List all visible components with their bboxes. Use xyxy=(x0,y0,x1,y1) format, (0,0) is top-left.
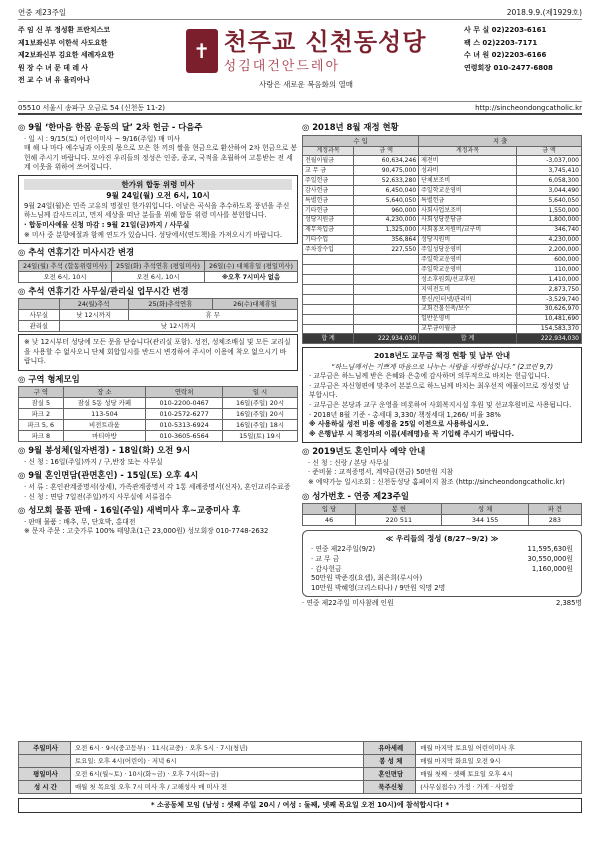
schedule-label: 혼인면담 xyxy=(364,768,416,781)
table-cell: 1,325,000 xyxy=(354,225,419,235)
top-bar xyxy=(18,8,582,20)
table-row xyxy=(303,255,582,265)
table-cell: 5,640,050 xyxy=(516,195,581,205)
table-cell: 주일성당운영비 xyxy=(419,245,517,255)
schedule-label: 주일미사 xyxy=(19,742,71,755)
schedule-label: 봉 성 체 xyxy=(364,755,416,768)
table-cell: 감사헌금 xyxy=(303,186,354,196)
table-row xyxy=(303,245,582,255)
attendance-value: 2,385명 xyxy=(555,599,582,608)
table-cell: 4,230,000 xyxy=(354,215,419,225)
table-cell: 1,410,000 xyxy=(516,275,581,285)
table-cell: 113-504 xyxy=(63,409,146,420)
table-cell: 6,450,040 xyxy=(354,186,419,196)
finance-table xyxy=(302,135,582,345)
table-header: 25(화)추석연휴 xyxy=(128,299,213,310)
table-row xyxy=(19,431,298,442)
table-cell: 관리실 xyxy=(19,321,60,332)
schedule-value: 매월 첫째 · 셋째 토요일 오후 4시 xyxy=(416,768,582,781)
clergy-list xyxy=(18,24,160,101)
table-cell: 010-2200-0467 xyxy=(146,398,223,409)
table-cell xyxy=(354,255,419,265)
schedule-label: 평일미사 xyxy=(19,768,71,781)
tithe-title: 2018년도 교무금 책정 현황 및 납부 안내 xyxy=(374,351,510,361)
table-cell: 주차장수입 xyxy=(303,245,354,255)
table-cell: 성과비 xyxy=(419,166,517,176)
table-cell: 사회홍보지원비/교구비 xyxy=(419,225,517,235)
table-cell: 파크 5, 6 xyxy=(19,420,64,431)
table-cell: 60,634,246 xyxy=(354,156,419,166)
table-row xyxy=(303,166,582,176)
clergy-line: 주 임 신 부 정성환 프란치스코 xyxy=(18,26,110,34)
contact-list xyxy=(452,24,582,101)
table-row xyxy=(303,294,582,304)
table-cell xyxy=(303,324,354,334)
schedule-label xyxy=(19,755,71,768)
tithe-notice xyxy=(302,347,582,443)
table-row xyxy=(19,781,582,794)
memorial-apply: · 합동미사예물 신청 마감 : 9월 21일(금)까지 / 사무실 xyxy=(24,220,190,229)
right-column xyxy=(302,119,582,735)
section-body: · 서 류 : 혼인관계증명서(상세), 가족관계증명서 각 1통 세례증명서(신자), 혼인교리수료증 · 신 청 : 면담 7일전(주일)까지 사무실에 서류접수 xyxy=(24,482,291,501)
schedule-value: 매월 마지막 토요일 어린이미사 후 xyxy=(416,742,582,755)
table-cell: 오전 6시, 10시 xyxy=(19,271,112,282)
section-body: · 신 청 : 16일(주일)까지 / 구,반장 또는 사무실 xyxy=(24,457,163,466)
table-cell: 110,000 xyxy=(516,265,581,275)
table-cell: 4,230,000 xyxy=(516,235,581,245)
table-header: 파 견 xyxy=(528,504,581,515)
schedule-value: (사무실접수) 가정 · 가게 · 사업장 xyxy=(416,781,582,794)
office-note-box xyxy=(18,334,298,371)
table-cell: 통신/인터넷/관리비 xyxy=(419,294,517,304)
table-cell: 1,550,000 xyxy=(516,205,581,215)
table-header: 24(월)추석 xyxy=(59,299,128,310)
church-logo-area xyxy=(160,24,452,101)
table-cell: 교무금이월금 xyxy=(419,324,517,334)
table-cell xyxy=(303,294,354,304)
offering-row: · 교 무 금 30,550,000원 xyxy=(311,554,573,563)
table-cell: 오전 6시, 10시 xyxy=(112,271,205,282)
table-cell: 220 511 xyxy=(356,515,442,526)
table-cell: 346,740 xyxy=(516,225,581,235)
table-cell: 휴 무 xyxy=(128,310,297,321)
offering-title: ≪ 우리들의 정성 (8/27~9/2) ≫ xyxy=(385,534,499,544)
table-cell: 283 xyxy=(528,515,581,526)
offering-row: · 감사헌금 1,160,000원 xyxy=(311,564,573,573)
table-cell: 16일(주일) 18시 xyxy=(223,420,298,431)
table-header: 수 입 xyxy=(303,135,419,146)
table-header: 25일(화) 추석연휴 (평일미사) xyxy=(112,260,205,271)
table-subheader: 금 액 xyxy=(516,146,581,156)
table-cell: 일반운영비 xyxy=(419,314,517,324)
table-cell: 비전트라움 xyxy=(63,420,146,431)
table-cell: 주일학교운영비 xyxy=(419,265,517,275)
section-body: · 신 청 : 신랑 / 본당 사무실 · 준비물 : 교적증명서, 계약금(현금) 50만원 지참 ※ 예약가능 일시조회 : 신천동성당 홈페이지 참조 (http://sincheondongcatholic.kr) xyxy=(308,458,565,486)
table-cell: 제전비 xyxy=(419,156,517,166)
table-row xyxy=(303,215,582,225)
schedule-value: 매월 첫 목요일 오후 7시 미사 후 / 고해성사 매 미사 전 xyxy=(71,781,364,794)
contact-line: 팩 스 02)2203-7171 xyxy=(464,38,538,47)
table-cell: 특별헌금 xyxy=(419,195,517,205)
total-label: 합 계 xyxy=(419,334,517,344)
tithe-stat: · 2018년 8월 기준 - 총세대 3,330/ 책정세대 1,266/ 비율 38% xyxy=(309,410,501,419)
table-cell: 파크 2 xyxy=(19,409,64,420)
table-cell xyxy=(303,284,354,294)
table-cell: 주일학교운영비 xyxy=(419,255,517,265)
section-title: ◎ 9월 봉성체(일자변경) - 18일(화) 오전 9시 xyxy=(18,445,191,456)
table-header: 일 시 xyxy=(223,387,298,398)
schedule-label: 묵주신청 xyxy=(364,781,416,794)
table-row xyxy=(303,235,582,245)
office-hours-table xyxy=(18,298,298,332)
section-title: ◎ 추석 연휴기간 사무실/관리실 업무시간 변경 xyxy=(18,285,189,296)
table-cell xyxy=(303,314,354,324)
table-cell: 교회건물신축/보수 xyxy=(419,304,517,314)
table-row xyxy=(19,755,582,768)
table-header: 장 소 xyxy=(63,387,146,398)
table-header: 지 출 xyxy=(419,135,582,146)
table-cell: 344 155 xyxy=(442,515,528,526)
table-header: 봉 헌 xyxy=(356,504,442,515)
table-cell xyxy=(354,324,419,334)
table-row xyxy=(303,304,582,314)
section-body: · 일 시 : 9/15(토) 어린이미사 ~ 9/16(주일) 매 미사 매 해 나 마다 예수님과 이웃의 몫으로 모은 한 끼의 쌀을 현금으로 환산하여 2차 헌금으로 봉헌해 주시기 바랍니다. 모아진 우리들의 정성은 인종, 종교, 국적을 초월하여 고통받는 전 세계 이웃을 위하여 쓰여집니다. xyxy=(24,134,298,172)
table-cell: 90,475,000 xyxy=(354,166,419,176)
table-cell xyxy=(354,265,419,275)
table-cell: 1,800,000 xyxy=(516,215,581,225)
schedule-value: 오전 6시 · 9시(중고등부) · 11시(교중) · 오후 5시 · 7시(청년) xyxy=(71,742,364,755)
table-row xyxy=(303,275,582,285)
issue-week: 연중 제23주일 xyxy=(18,8,67,17)
issue-date: 2018.9.9.(제1929호) xyxy=(506,8,582,17)
table-cell: 기타수입 xyxy=(303,235,354,245)
table-row xyxy=(303,324,582,334)
table-cell: ※오후 7시미사 없음 xyxy=(205,271,298,282)
office-note: ※ 낮 12시부터 성당에 모든 문을 닫습니다(관리실 포함). 성전, 성체조배실 및 모든 교리실을 사용할 수 없사오니 단체 회합일시를 반드시 변경하여 주시어 이용에 착오 없으시기 바랍니다. xyxy=(24,338,291,366)
table-cell: 30,626,970 xyxy=(516,304,581,314)
table-header: 연락처 xyxy=(146,387,223,398)
table-cell: 46 xyxy=(303,515,356,526)
clergy-line: 전 교 수 녀 유 율리아나 xyxy=(18,76,90,85)
district-meeting-table xyxy=(18,386,298,442)
tithe-item: · 교무금은 본당과 교구 운영을 비롯하여 사회복지시설 후원 및 선교후원비로 사용됩니다. xyxy=(309,400,572,409)
table-row xyxy=(19,409,298,420)
table-cell: 주일학교운영비 xyxy=(419,186,517,196)
total-value: 222,934,030 xyxy=(354,334,419,344)
table-row xyxy=(303,284,582,294)
table-cell: 재무차입금 xyxy=(303,225,354,235)
website-link[interactable]: http://sincheondongcatholic.kr xyxy=(475,104,582,112)
table-header: 24일(월) 추석 (합동위령미사) xyxy=(19,260,112,271)
table-cell: 낮 12시까지 xyxy=(59,321,297,332)
table-cell: 3,044,490 xyxy=(516,186,581,196)
table-cell xyxy=(354,314,419,324)
table-cell xyxy=(354,304,419,314)
footer-notice: * 소공동체 모임 (남성 : 셋째 주일 20시 / 여성 : 둘째, 넷째 목요일 오전 10시)에 참석합시다! * xyxy=(18,798,582,813)
table-cell: 주일헌금 xyxy=(303,176,354,186)
hymn-table xyxy=(302,503,582,526)
table-row xyxy=(303,176,582,186)
section-title: ◎ 9월 ‘한마음 한몸 운동의 달’ 2차 헌금 - 다음주 xyxy=(18,122,203,132)
contact-line: 사 무 실 02)2203-6161 xyxy=(464,26,547,34)
table-cell: 교 무 금 xyxy=(303,166,354,176)
table-header: 구 역 xyxy=(19,387,64,398)
table-cell: 960,000 xyxy=(354,205,419,215)
offering-box xyxy=(302,530,582,597)
section-title: ◎ 2019년도 혼인미사 예약 안내 xyxy=(302,446,426,457)
contact-line: 수 녀 원 02)2203-6166 xyxy=(464,51,547,60)
holiday-mass-table xyxy=(18,260,298,283)
table-row xyxy=(19,420,298,431)
table-cell: 지역전도비 xyxy=(419,284,517,294)
offering-row: 50만원 박준경(요셉), 최은희(루시아) xyxy=(311,574,423,583)
table-cell: 10,481,690 xyxy=(516,314,581,324)
section-title: ◎ 2018년 8월 재정 현황 xyxy=(302,122,399,132)
table-cell: 600,000 xyxy=(516,255,581,265)
table-cell: 356,864 xyxy=(354,235,419,245)
table-row xyxy=(303,314,582,324)
table-cell: 010-2572-6277 xyxy=(146,409,223,420)
schedule-label: 성 시 간 xyxy=(19,781,71,794)
table-cell: 사회성당분담금 xyxy=(419,215,517,225)
tithe-item: · 교무금은 자신형편에 맞추어 본분으로 하느님께 바치는 최우선적 예물이므로 정성껏 납부합시다. xyxy=(309,381,570,400)
section-body: · 판매 물품 : 배추, 무, 단호박, 홍대전 ※ 문자 주문 : 고춧가루 100% 태양초(1근 23,000원) 성모회장 010-7748-2632 xyxy=(24,517,269,536)
table-cell: 6,058,300 xyxy=(516,176,581,186)
table-cell xyxy=(303,265,354,275)
table-row xyxy=(19,398,298,409)
church-emblem-icon: ✝ xyxy=(186,29,218,73)
clergy-line: 제2보좌신부 김요한 세례자요한 xyxy=(18,51,115,60)
table-row xyxy=(303,195,582,205)
table-cell: 파크 8 xyxy=(19,431,64,442)
mass-schedule-table xyxy=(18,741,582,794)
memorial-note: ※ 미사 중 분향예절과 함께 연도가 있습니다. 성당에서(연도책)을 가져오시기 바랍니다. xyxy=(24,230,282,239)
address: 05510 서울시 송파구 오금로 54 (신천동 11-2) xyxy=(18,104,166,112)
table-cell: 낮 12시까지 xyxy=(59,310,128,321)
table-row xyxy=(303,156,582,166)
masthead xyxy=(18,20,582,102)
table-cell: -3,529,740 xyxy=(516,294,581,304)
church-motto: 사랑은 새로운 복음화의 열매 xyxy=(258,80,354,90)
clergy-line: 원 장 수 녀 문 데 레 사 xyxy=(18,63,89,72)
table-cell: 성당지원비 xyxy=(419,235,517,245)
clergy-line: 제1보좌신부 이한석 사도요한 xyxy=(18,38,108,47)
table-subheader: 금 액 xyxy=(354,146,419,156)
table-cell: 52,633,280 xyxy=(354,176,419,186)
table-cell: 잠실 5 xyxy=(19,398,64,409)
table-row xyxy=(303,265,582,275)
table-cell: 010-3605-6564 xyxy=(146,431,223,442)
chuseok-memorial-box xyxy=(18,175,298,244)
table-cell: 사무실 xyxy=(19,310,60,321)
chuseok-banner: 한가위 합동 위령 미사 xyxy=(24,179,292,190)
table-cell xyxy=(354,275,419,285)
section-title: ◎ 성모회 물품 판매 - 16일(주일) 새벽미사 후~교중미사 후 xyxy=(18,505,241,516)
table-cell: 사회사업보조비 xyxy=(419,205,517,215)
contact-line: 연령회장 010-2477-6808 xyxy=(464,63,553,72)
table-cell: 전월이월금 xyxy=(303,156,354,166)
section-title: ◎ 성가번호 - 연중 제23주일 xyxy=(302,490,409,501)
table-cell xyxy=(354,294,419,304)
section-title: ◎ 9월 혼인면담(관면혼인) - 15일(토) 오후 4시 xyxy=(18,470,199,481)
schedule-label: 유아세례 xyxy=(364,742,416,755)
table-header: 26(수)대체휴일 xyxy=(213,299,298,310)
memorial-body: 9월 24일(월)은 민족 고유의 명절인 한가위입니다. 이날은 곡식을 추수하도록 풍년을 주신 하느님께 감사드리고, 먼저 세상을 떠난 분들을 위해 합동 위령 미사를 봉헌합니다. xyxy=(24,201,290,220)
table-row xyxy=(303,225,582,235)
table-cell: 16일(주일) 20시 xyxy=(223,398,298,409)
schedule-value: 토요일: 오후 4시(어린이) · 저녁 6시 xyxy=(71,755,364,768)
attendance-label: · 연중 제22주일 미사참례 인원 xyxy=(302,599,394,608)
table-cell: 특별헌금 xyxy=(303,195,354,205)
table-cell: 2,873,750 xyxy=(516,284,581,294)
schedule-value: 오전 6시(월~토) · 10시(화~금) · 오후 7시(화~금) xyxy=(71,768,364,781)
table-cell xyxy=(303,255,354,265)
table-subheader: 계정과목 xyxy=(303,146,354,156)
table-cell: 기타헌금 xyxy=(303,205,354,215)
total-value: 222,934,030 xyxy=(516,334,581,344)
church-name: 천주교 신천동성당 xyxy=(223,28,427,56)
table-cell: 154,583,370 xyxy=(516,324,581,334)
table-cell xyxy=(303,304,354,314)
table-cell: 010-5313-6924 xyxy=(146,420,223,431)
tithe-item: · 교무금은 하느님께 받은 은혜와 은총에 감사하며 의무적으로 바치는 헌금입니다. xyxy=(309,372,550,381)
table-cell: 마티아방 xyxy=(63,431,146,442)
table-row xyxy=(303,205,582,215)
table-cell xyxy=(303,275,354,285)
table-header: 성 체 xyxy=(442,504,528,515)
offering-row: 10만원 박혜영(크리스티나) / 9만원 익명 2명 xyxy=(311,583,446,592)
table-cell: 2,200,000 xyxy=(516,245,581,255)
section-title: ◎ 추석 연휴기간 미사시간 변경 xyxy=(18,247,135,258)
total-label: 합 계 xyxy=(303,334,354,344)
table-header: 26일(수) 대체휴일 (평일미사) xyxy=(205,260,298,271)
table-header xyxy=(19,299,60,310)
schedule-value: 매월 마지막 화요일 오전 9시 xyxy=(416,755,582,768)
table-header: 입 당 xyxy=(303,504,356,515)
table-cell: -3,037,000 xyxy=(516,156,581,166)
table-row xyxy=(19,742,582,755)
address-bar xyxy=(18,102,582,115)
table-cell: 성당지원금 xyxy=(303,215,354,225)
table-cell: 잠실 5동 성당 카페 xyxy=(63,398,146,409)
table-cell: 16일(주일) 20시 xyxy=(223,409,298,420)
table-row xyxy=(19,768,582,781)
table-cell: 5,640,050 xyxy=(354,195,419,205)
offering-row: · 연중 제22주일(9/2) 11,595,630원 xyxy=(311,545,573,554)
table-row xyxy=(303,186,582,196)
table-cell xyxy=(354,284,419,294)
attendance-row xyxy=(302,599,582,609)
tithe-warning: ※ 사용하실 성전 비용 예정을 25일 이전으로 사용하십시오. ※ 은행납부 시 책정자의 이름(세례명)을 꼭 기입해 주시기 바랍니다. xyxy=(309,420,515,438)
table-subheader: 계정과목 xyxy=(419,146,517,156)
table-cell: 성소후원회/선교후원 xyxy=(419,275,517,285)
tithe-quote: “하느님께서는 기쁘게 마음으로 나누는 사람을 사랑하십니다.” (2코린 9,7) xyxy=(330,362,554,371)
church-patron: 성김대건안드레아 xyxy=(223,59,341,74)
left-column xyxy=(18,119,298,735)
table-cell: 227,550 xyxy=(354,245,419,255)
memorial-date: 9월 24일(월) 오전 6시, 10시 xyxy=(106,191,210,201)
table-cell: 단체보조비 xyxy=(419,176,517,186)
section-title: ◎ 구역 형제모임 xyxy=(18,373,80,384)
table-cell: 3,745,410 xyxy=(516,166,581,176)
table-cell: 15일(토) 19시 xyxy=(223,431,298,442)
